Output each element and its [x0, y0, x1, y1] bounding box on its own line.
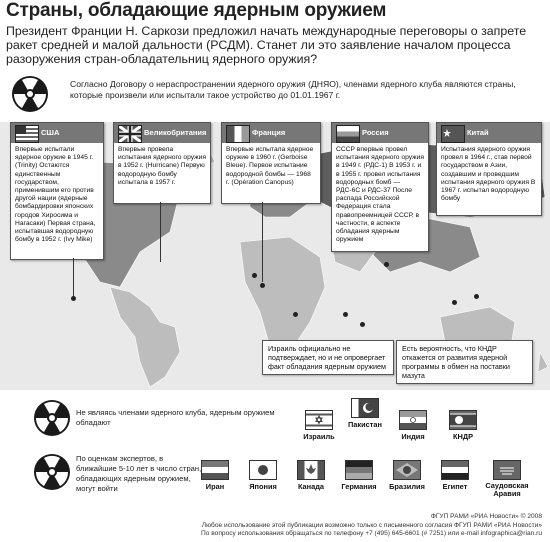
china-marker	[452, 300, 457, 305]
flag-india: Индия	[390, 410, 436, 441]
flag-brazil: Бразилия	[384, 460, 430, 491]
canada-flag-icon	[297, 460, 325, 480]
saudi-flag-icon	[493, 460, 521, 480]
footer-line1: Любое использование этой публикации возможно только с письменного согласия ФГУП РАМИ «РИА Новости»	[201, 521, 542, 529]
card-russia: Россия СССР впервые провел испытания ядерного оружия в 1949 г. (РДС-1) В 1953 г. и в 1955 г. провел испытания водородных бомб — РДС-6С и РДС-37 После распада Российской Федерация стала правопреемницей СССР, в частности, в аспекте обладания ядерным оружием	[331, 122, 429, 252]
france-flag-icon	[226, 125, 250, 143]
japan-flag-icon	[249, 460, 277, 480]
card-usa-text: Впервые испытали ядерное оружие в 1945 г. (Trinity) Остаются единственным государством, применившим его против другой нации (ядерные бомбардировки японских городов Хиросима и Нагасаки) Первая страна, испытавшая водородную бомбу в 1952 г. (Ivy Mike)	[15, 146, 96, 244]
card-china-text: Испытания ядерного оружия провел в 1964 г., став первой государством в Азии, создавшим и проведшим испытания ядерного оружия В 1967 г. испытал водородную бомбу	[441, 146, 536, 203]
russia-marker	[384, 262, 389, 267]
uk-flag-icon	[118, 125, 142, 143]
korea-note: Есть вероятность, что КНДР откажется от развития ядерной программы в обмен на поставки мазута	[396, 340, 533, 384]
flag-iran: Иран	[192, 460, 238, 491]
india-marker	[360, 322, 365, 327]
france-marker	[260, 283, 265, 288]
pakistan-flag-icon	[351, 398, 379, 418]
footer-copyright: ФГУП РАМИ «РИА Новости» © 2008	[430, 513, 542, 520]
uk-marker	[252, 273, 257, 278]
page-title: Страны, обладающие ядерным оружием	[6, 0, 387, 21]
usa-marker	[71, 296, 76, 301]
brazil-flag-icon	[393, 460, 421, 480]
usa-flag-icon	[15, 125, 39, 143]
china-flag-icon	[441, 125, 465, 143]
card-france: Франция Впервые испытала ядерное оружие в 1960 г. (Gerboise Bleue). Первое испытание водородной бомбы — 1968 г. (Opération Canopus)	[221, 122, 321, 204]
dprk-marker	[474, 294, 479, 299]
india-flag-icon	[399, 410, 427, 430]
flag-canada: Канада	[288, 460, 334, 491]
flag-germany: Германия	[336, 460, 382, 491]
footer	[0, 513, 542, 539]
iran-flag-icon	[201, 460, 229, 480]
radiation-icon	[12, 76, 48, 112]
dprk-flag-icon	[449, 410, 477, 430]
germany-flag-icon	[345, 460, 373, 480]
intro-block	[10, 74, 540, 114]
intro-text: Согласно Договору о нераспространении ядерного оружия (ДНЯО), членами ядерного клуба являются страны, которые произвели или испытали такое устройство до 01.01.1967 г.	[70, 79, 516, 100]
flag-dprk: КНДР	[440, 410, 486, 441]
non-members-row	[0, 398, 550, 450]
flag-japan: Япония	[240, 460, 286, 491]
card-uk: Великобритания Впервые провела испытания ядерного оружия в 1952 г. (Hurricane) Первую водородную бомбу испытала в 1957 г.	[113, 122, 211, 204]
card-uk-text: Впервые провела испытания ядерного оружия в 1952 г. (Hurricane) Первую водородную бомбу испытала в 1957 г.	[118, 146, 206, 186]
radiation-icon	[34, 400, 70, 436]
flag-israel: Израиль	[296, 410, 342, 441]
future-text: По оценкам экспертов, в ближайшие 5-10 лет в число стран, обладающих ядерным оружием, могут войти	[76, 454, 202, 493]
israel-flag-icon	[305, 410, 333, 430]
card-china: Китай Испытания ядерного оружия провел в 1964 г., став первой государством в Азии, создавшим и проведшим испытания ядерного оружия В 1967 г. испытал водородную бомбу	[436, 122, 542, 216]
pakistan-marker	[343, 312, 348, 317]
future-row	[0, 452, 550, 510]
russia-flag-icon	[336, 125, 360, 143]
flag-egypt: Египет	[432, 460, 478, 491]
flag-saudi: Саудовская Аравия	[480, 460, 534, 498]
card-france-text: Впервые испытала ядерное оружие в 1960 г. (Gerboise Bleue). Первое испытание водородной бомбы — 1968 г. (Opération Canopus)	[226, 146, 314, 186]
israel-marker	[293, 312, 298, 317]
footer-line2: По вопросу использования обращаться по телефону +7 (495) 645-6601 (# 7251) или e-mail infographica@rian.ru	[201, 530, 542, 538]
israel-note: Израиль официально не подтверждает, но и не опровергает факт обладания ядерным оружием	[262, 340, 394, 375]
lead-paragraph: Президент Франции Н. Саркози предложил начать международные переговоры о запрете ракет средней и малой дальности (РСДМ). Станет ли это заявление началом процесса разоружения стран-обладательниц ядерного оружия?	[6, 24, 527, 66]
non-members-text: Не являясь членами ядерного клуба, ядерным оружием обладают	[76, 408, 275, 427]
radiation-icon	[34, 454, 70, 490]
card-russia-text: СССР впервые провел испытания ядерного оружия в 1949 г. (РДС-1) В 1953 г. и в 1955 г. провел испытания водородных бомб — РДС-6С и РДС-37 После распада Российской Федерация стала правопреемницей СССР, в частности, в аспекте обладания ядерным оружием	[336, 146, 424, 244]
flag-pakistan: Пакистан	[342, 398, 388, 429]
egypt-flag-icon	[441, 460, 469, 480]
card-usa: США Впервые испытали ядерное оружие в 1945 г. (Trinity) Остаются единственным государством, применившим его против другой нации (ядерные бомбардировки японских городов Хиросима и Нагасаки) Первая страна, испытавшая водородную бомбу в 1952 г. (Ivy Mike)	[10, 122, 104, 260]
